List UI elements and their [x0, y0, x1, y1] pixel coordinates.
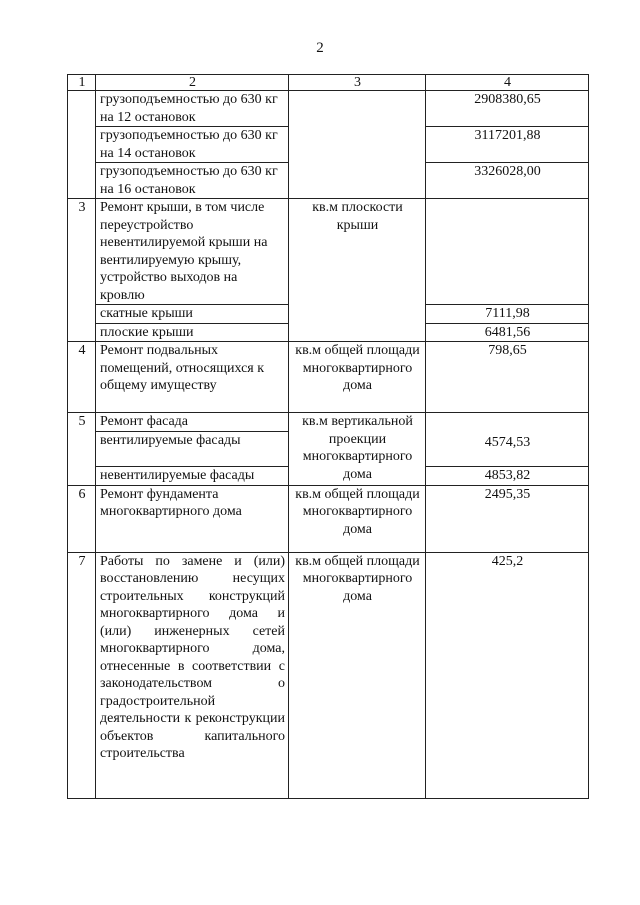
cost-value-cell: 3117201,88	[426, 127, 589, 163]
cost-value-cell: 798,65	[426, 342, 589, 413]
work-cost-table	[67, 74, 589, 799]
work-name-cell: Ремонт фундамента многоквартирного дома	[96, 485, 289, 552]
page-number: 2	[316, 40, 324, 56]
header-col-4: 4	[426, 75, 589, 91]
work-name-cell: грузоподъемностью до 630 кг на 12 остановок	[96, 91, 289, 127]
table-row	[68, 199, 589, 305]
work-name-cell: грузоподъемностью до 630 кг на 16 остановок	[96, 163, 289, 199]
table-row	[68, 342, 589, 413]
cost-value-cell	[426, 413, 589, 432]
work-name-cell: невентилируемые фасады	[96, 467, 289, 486]
unit-cell	[289, 91, 426, 199]
row-number-cell: 3	[68, 199, 96, 342]
work-name-cell: Ремонт фасада	[96, 413, 289, 432]
table-row	[68, 413, 589, 432]
work-name-cell: Ремонт подвальных помещений, относящихся к общему имуществу	[96, 342, 289, 413]
header-col-3: 3	[289, 75, 426, 91]
unit-cell: кв.м общей площади многоквартирного дома	[289, 552, 426, 798]
cost-value-cell	[426, 199, 589, 305]
header-col-2: 2	[96, 75, 289, 91]
table-row	[68, 485, 589, 552]
row-number-cell: 5	[68, 413, 96, 486]
cost-value-cell: 7111,98	[426, 305, 589, 324]
row-number-cell: 4	[68, 342, 96, 413]
work-name-cell: Работы по замене и (или) восстановлению несущих строительных конструкций многоквартирного дома и (или) инженерных сетей многоквартирного дома, отнесенные в соответствии с законодательством о градостроительной деятельности к реконструкции объектов капитального строительства	[96, 552, 289, 798]
table-row	[68, 91, 589, 127]
cost-value-cell: 6481,56	[426, 323, 589, 342]
row-number-cell: 7	[68, 552, 96, 798]
header-col-1: 1	[68, 75, 96, 91]
cost-value-cell: 4853,82	[426, 467, 589, 486]
cost-value-cell: 2908380,65	[426, 91, 589, 127]
work-name-cell: вентилируемые фасады	[96, 432, 289, 467]
cost-value-cell: 2495,35	[426, 485, 589, 552]
table-row	[68, 552, 589, 798]
cost-value-cell: 3326028,00	[426, 163, 589, 199]
header-row	[68, 75, 589, 91]
unit-cell: кв.м общей площади многоквартирного дома	[289, 342, 426, 413]
work-name-cell: скатные крыши	[96, 305, 289, 324]
work-name-cell: плоские крыши	[96, 323, 289, 342]
row-number-cell	[68, 91, 96, 199]
cost-value-cell: 4574,53	[426, 432, 589, 467]
unit-cell: кв.м вертикальной проекции многоквартирного дома	[289, 413, 426, 486]
work-name-cell: Ремонт крыши, в том числе переустройство невентилируемой крыши на вентилируемую крышу, устройство выходов на кровлю	[96, 199, 289, 305]
unit-cell: кв.м плоскости крыши	[289, 199, 426, 342]
cost-value-cell: 425,2	[426, 552, 589, 798]
row-number-cell: 6	[68, 485, 96, 552]
unit-cell: кв.м общей площади многоквартирного дома	[289, 485, 426, 552]
work-name-cell: грузоподъемностью до 630 кг на 14 остановок	[96, 127, 289, 163]
